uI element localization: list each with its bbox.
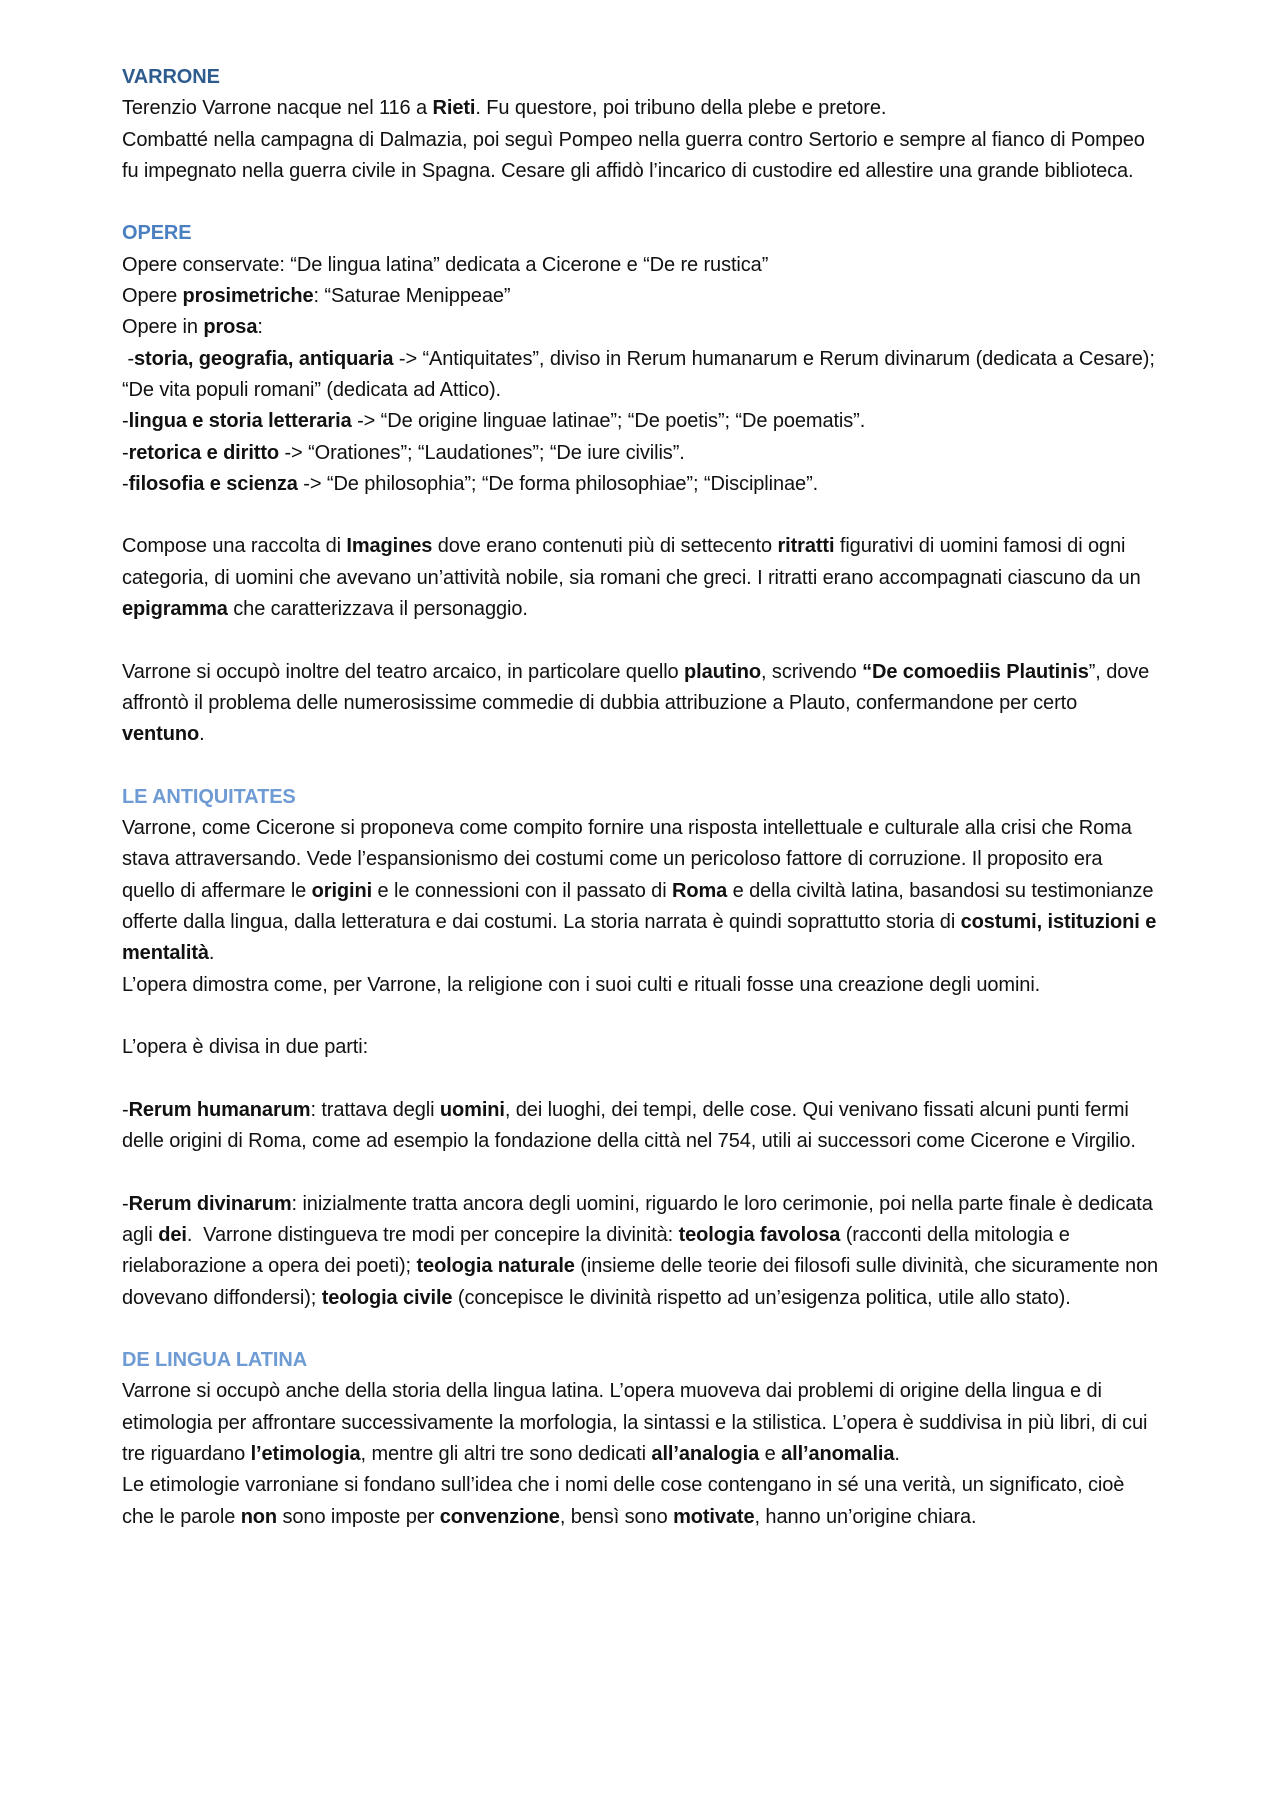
heading-varrone: VARRONE [122, 66, 220, 88]
line-opere-prosimetriche: Opere prosimetriche: “Saturae Menippeae” [122, 285, 511, 308]
paragraph-teatro: Varrone si occupò inoltre del teatro arcaico, in particolare quello plautino, scrivendo “De comoediis Plautinis”, dove affrontò il problema delle numerosissime commedie di dubbia attribuzione a Plauto, confermandone per certo ventuno. [122, 660, 1150, 746]
line-retorica: -retorica e diritto -> “Orationes”; “Laudationes”; “De iure civilis”. [122, 441, 685, 464]
heading-opere: OPERE [122, 222, 192, 245]
paragraph-rerum-humanarum: -Rerum humanarum: trattava degli uomini, dei luoghi, dei tempi, delle cose. Qui venivano fissati alcuni punti fermi delle origini di Roma, come ad esempio la fondazione della città nel 754, utili ai successori come Cicerone e Virgilio. [122, 1098, 1136, 1153]
line-filosofia: -filosofia e scienza -> “De philosophia”; “De forma philosophiae”; “Disciplinae”. [122, 472, 819, 495]
paragraph-divisa: L’opera è divisa in due parti: [122, 1036, 369, 1059]
paragraph-rerum-divinarum: -Rerum divinarum: inizialmente tratta ancora degli uomini, riguardo le loro cerimonie, poi nella parte finale è dedicata agli dei. Varrone distingueva tre modi per concepire la divinità: teologia favolosa (racconti della mitologia e rielaborazione a opera dei poeti); teologia naturale (insieme delle teorie dei filosofi sulle divinità, che sicuramente non dovevano diffondersi); teologia civile (concepisce le divinità rispetto ad un’esigenza politica, utile allo stato). [122, 1192, 1164, 1309]
line-opere-prosa: Opere in prosa: [122, 316, 263, 339]
heading-antiquitates: LE ANTIQUITATES [122, 785, 296, 808]
line-lingua: -lingua e storia letteraria -> “De origine linguae latinae”; “De poetis”; “De poematis”. [122, 410, 866, 433]
paragraph-imagines: Compose una raccolta di Imagines dove erano contenuti più di settecento ritratti figurativi di uomini famosi di ogni categoria, di uomini che avevano un’attività nobile, sia romani che greci. I ritratti erano accompagnati ciascuno da un epigramma che caratterizzava il personaggio. [122, 535, 1141, 621]
paragraph-antiquitates-intro: Varrone, come Cicerone si proponeva come compito fornire una risposta intellettuale e culturale alla crisi che Roma stava attraversando. Vede l’espansionismo dei costumi come un pericoloso fattore di corruzione. Il proposito era quello di affermare le origini e le connessioni con il passato di Roma e della civiltà latina, basandosi su testimonianze offerte dalla lingua, dalla letteratura e dai costumi. La storia narrata è quindi soprattutto storia di costumi, istituzioni e mentalità. [122, 817, 1157, 965]
heading-de-lingua-latina: DE LINGUA LATINA [122, 1349, 308, 1372]
paragraph-career: Combatté nella campagna di Dalmazia, poi seguì Pompeo nella guerra contro Sertorio e sempre al fianco di Pompeo fu impegnato nella guerra civile in Spagna. Cesare gli affidò l’incarico di custodire ed allestire una grande biblioteca. [122, 128, 1145, 182]
line-storia: -storia, geografia, antiquaria -> “Antiquitates”, diviso in Rerum humanarum e Rerum divinarum (dedicata a Cesare); “De vita populi romani” (dedicata ad Attico). [122, 347, 1161, 401]
paragraph-etimologie: Le etimologie varroniane si fondano sull’idea che i nomi delle cose contengano in sé una verità, un significato, cioè che le parole non sono imposte per convenzione, bensì sono motivate, hanno un’origine chiara. [122, 1474, 1125, 1528]
line-opere-conservate: Opere conservate: “De lingua latina” dedicata a Cicerone e “De re rustica” [122, 253, 769, 276]
paragraph-birth: Terenzio Varrone nacque nel 116 a Rieti. Fu questore, poi tribuno della plebe e pretore. [122, 97, 887, 120]
paragraph-lingua-latina: Varrone si occupò anche della storia della lingua latina. L’opera muoveva dai problemi di origine della lingua e di etimologia per affrontare successivamente la morfologia, la sintassi e la stilistica. L’opera è suddivisa in più libri, di cui tre riguardano l’etimologia, mentre gli altri tre sono dedicati all’analogia e all’anomalia. [122, 1380, 1148, 1466]
paragraph-religione: L’opera dimostra come, per Varrone, la religione con i suoi culti e rituali fosse una creazione degli uomini. [122, 973, 1041, 996]
